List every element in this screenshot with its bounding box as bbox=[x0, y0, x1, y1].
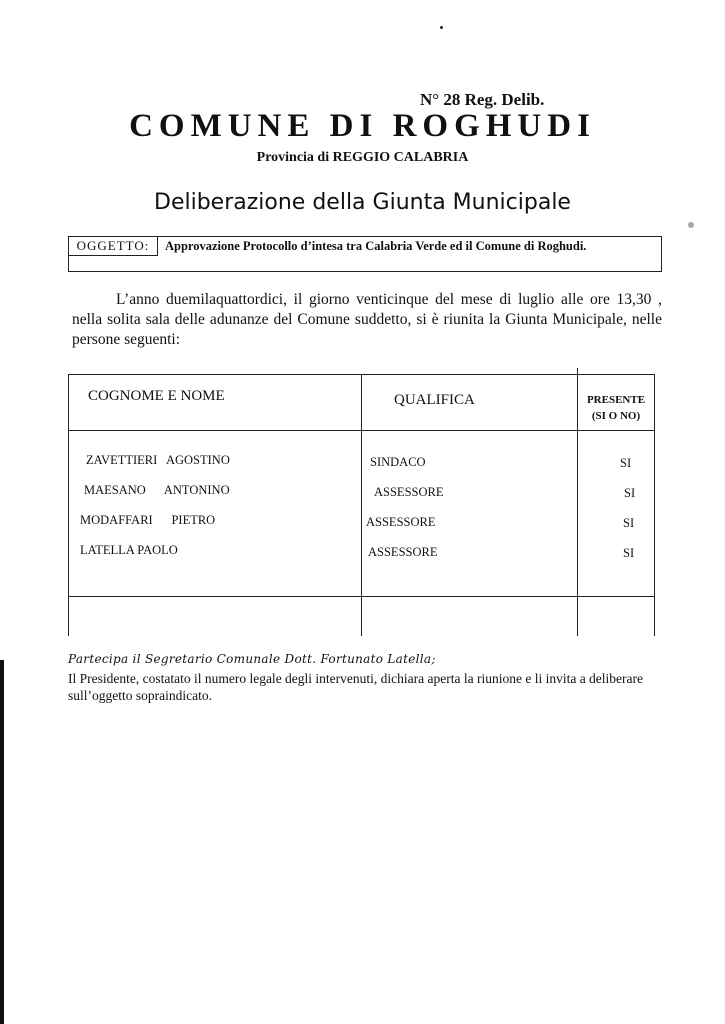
members-table bbox=[68, 374, 655, 636]
scan-edge-shadow bbox=[0, 660, 4, 1024]
header-cognome-nome: COGNOME E NOME bbox=[88, 388, 225, 404]
oggetto-text: Approvazione Protocollo d’intesa tra Calabria Verde ed il Comune di Roghudi. bbox=[165, 239, 587, 253]
oggetto-box bbox=[68, 236, 662, 272]
intro-paragraph: L’anno duemilaquattordici, il giorno venticinque del mese di luglio alle ore 13,30 , nella solita sala delle adunanze del Comune suddetto, si è riunita la Giunta Municipale, nelle persone seguenti: bbox=[72, 291, 662, 348]
segretario-line: Partecipa il Segretario Comunale Dott. Fortunato Latella; bbox=[68, 652, 436, 666]
table-cell-role: ASSESSORE bbox=[374, 485, 444, 499]
scan-speck bbox=[440, 26, 443, 29]
deliberazione-heading: Deliberazione della Giunta Municipale bbox=[154, 190, 571, 215]
table-cell-present: SI bbox=[623, 516, 635, 530]
header-presente-line2: (SI O NO) bbox=[591, 410, 641, 422]
table-cell-role: SINDACO bbox=[370, 455, 426, 469]
table-col-divider bbox=[361, 374, 362, 636]
header-presente bbox=[578, 392, 654, 424]
table-cell-present: SI bbox=[620, 456, 632, 470]
table-cell-present: SI bbox=[624, 486, 636, 500]
table-cell-role: ASSESSORE bbox=[366, 515, 436, 529]
table-cell-name: ZAVETTIERI AGOSTINO bbox=[86, 453, 230, 467]
table-cell-name: LATELLA PAOLO bbox=[80, 543, 178, 557]
table-cell-present: SI bbox=[623, 546, 635, 560]
scan-speck bbox=[688, 222, 694, 228]
table-border-right bbox=[654, 374, 655, 636]
oggetto-label: OGGETTO: bbox=[69, 237, 158, 256]
comune-title: COMUNE DI ROGHUDI bbox=[129, 108, 596, 144]
registration-number: N° 28 Reg. Delib. bbox=[420, 90, 545, 109]
table-border-left bbox=[68, 374, 69, 636]
provincia-subtitle: Provincia di REGGIO CALABRIA bbox=[256, 150, 469, 165]
header-qualifica: QUALIFICA bbox=[394, 392, 475, 408]
table-cell-role: ASSESSORE bbox=[368, 545, 438, 559]
table-cell-name: MAESANO ANTONINO bbox=[84, 483, 230, 497]
presidente-paragraph: Il Presidente, costatato il numero legale degli intervenuti, dichiara aperta la riunione e li invita a deliberare sull’oggetto sopraindicato. bbox=[68, 671, 644, 703]
table-cell-name: MODAFFARI PIETRO bbox=[80, 513, 216, 527]
header-presente-line1: PRESENTE bbox=[586, 394, 646, 406]
